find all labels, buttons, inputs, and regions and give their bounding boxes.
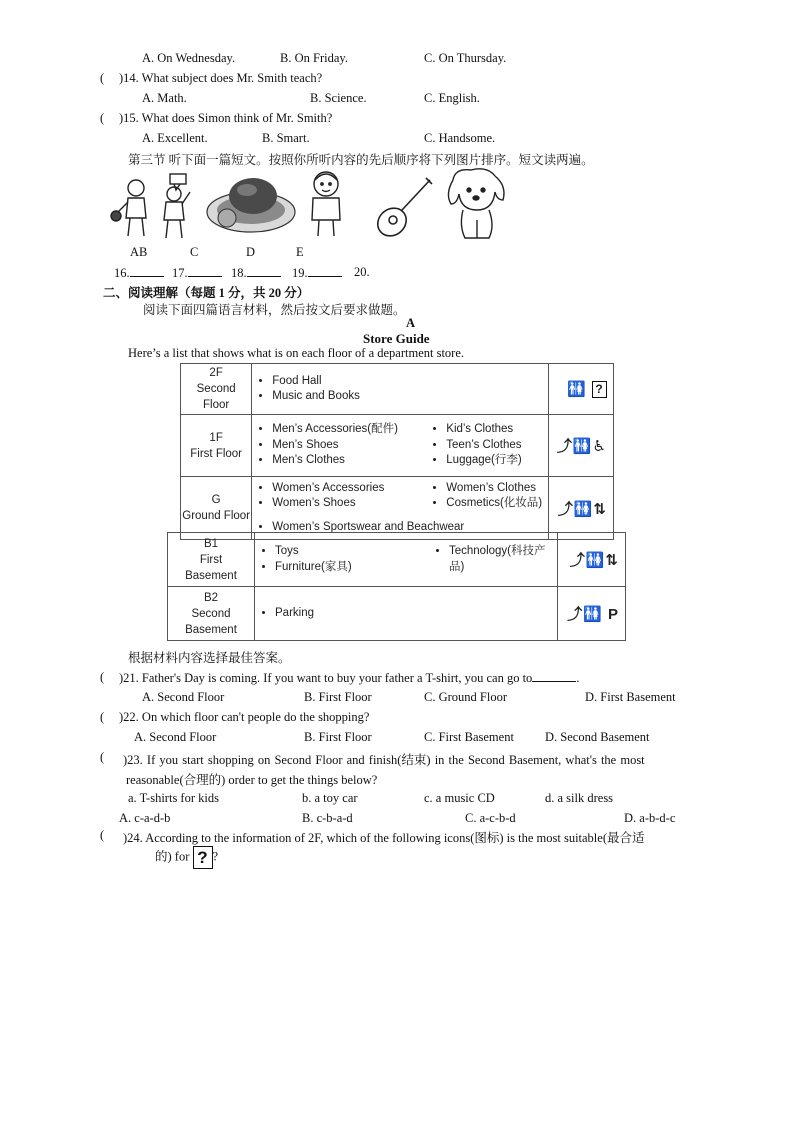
floor-item: • Luggage(行李) — [446, 453, 521, 469]
q14-stem: )14. What subject does Mr. Smith teach? — [119, 71, 323, 85]
floor-name: First Basement — [185, 553, 237, 582]
q23-option-a: A. c-a-d-b — [119, 811, 171, 825]
picture-label-e: E — [296, 245, 304, 259]
escalator-icon: ⤴ — [556, 438, 573, 455]
wheelchair-icon: ♿ — [592, 438, 607, 455]
answer-19[interactable]: 19. — [292, 265, 342, 281]
facility-icons — [558, 533, 626, 587]
passage-title: Store Guide — [363, 331, 430, 346]
q15-option-a: A. Excellent. — [142, 131, 208, 145]
floor-item: • Parking — [275, 606, 551, 622]
floor-code: 1F — [209, 431, 223, 444]
floor-row-g — [181, 477, 614, 540]
elevator-icon: ⇅ — [593, 500, 607, 518]
floor-item: • Kid’s Clothes — [446, 422, 521, 438]
floor-item: • Women’s Shoes — [272, 496, 432, 512]
store-guide-lower — [167, 532, 626, 641]
q23-answer-paren: ( — [100, 750, 105, 764]
q14-option-b: B. Science. — [310, 91, 367, 105]
floor-item: • Women’s Accessories — [272, 481, 432, 497]
floor-row-b2 — [168, 587, 626, 641]
q24-stem: )24. According to the information of 2F, which of the following icons(图标) is the most suitable(最合适 — [123, 831, 645, 845]
q15-answer-paren: ( — [100, 111, 105, 125]
question-mark-icon: ? — [193, 846, 213, 869]
floor-item: • Music and Books — [272, 389, 542, 405]
store-guide-upper — [180, 363, 614, 540]
q14-answer-paren: ( — [100, 71, 105, 85]
q13-option-c: C. On Thursday. — [424, 51, 507, 65]
floor-name: Second Floor — [196, 383, 236, 411]
q15-option-c: C. Handsome. — [424, 131, 496, 145]
choose-instruction: 根据材料内容选择最佳答案。 — [128, 651, 291, 665]
q23-item-b: b. a toy car — [302, 791, 358, 805]
q13-option-b: B. On Friday. — [280, 51, 348, 65]
q23-option-c: C. a-c-b-d — [465, 811, 516, 825]
floor-item: • Technology(科技产品) — [449, 544, 549, 575]
escalator-icon: ⤴ — [567, 606, 584, 623]
floor-item: • Toys — [275, 544, 435, 560]
floor-item: • Food Hall — [272, 374, 542, 390]
floor-item: • Men’s Accessories(配件) — [272, 422, 432, 438]
q23-item-d: d. a silk dress — [545, 791, 614, 805]
picture-label-d: D — [246, 245, 256, 259]
floor-item: • Women’s Clothes — [446, 481, 542, 497]
q21-option-b: B. First Floor — [304, 690, 372, 704]
escalator-icon: ⤴ — [557, 500, 574, 518]
floor-item: • Cosmetics(化妆品) — [446, 496, 542, 512]
passage-letter: A — [406, 316, 416, 330]
floor-code: 2F — [209, 367, 223, 379]
restroom-icon: 🚻 — [583, 606, 603, 623]
answer-20[interactable]: 20. — [354, 265, 370, 279]
floor-item: • Men’s Shoes — [272, 438, 432, 454]
restroom-icon: 🚻 — [573, 500, 594, 518]
floor-item: • Furniture(家具) — [275, 560, 435, 576]
picture-label-ab: AB — [130, 245, 148, 259]
answer-18[interactable]: 18. — [231, 265, 281, 281]
q15-option-b: B. Smart. — [262, 131, 310, 145]
answer-16[interactable]: 16. — [114, 265, 164, 281]
floor-item: • Women’s Sportswear and Beachwear — [272, 520, 542, 536]
elevator-icon: ⇅ — [605, 552, 619, 569]
q13-option-a: A. On Wednesday. — [142, 51, 236, 65]
restroom-icon: 🚻 — [572, 438, 593, 455]
basketball-kids-picture — [108, 172, 198, 240]
boy-picture — [303, 166, 349, 240]
floor-name: Ground Floor — [182, 510, 251, 522]
facility-icons — [549, 364, 614, 415]
floor-name: First Floor — [190, 447, 243, 460]
guitar-picture — [372, 176, 434, 240]
q21-answer-paren: ( — [100, 670, 105, 684]
floor-code: B1 — [203, 537, 219, 550]
parking-icon: P — [607, 606, 619, 623]
floor-row-1f — [181, 415, 614, 477]
part2-heading: 二、阅读理解（每题 1 分，共 20 分） — [103, 286, 310, 300]
floor-row-2f — [181, 364, 614, 415]
q22-option-b: B. First Floor — [304, 730, 372, 744]
escalator-icon: ⤴ — [569, 552, 586, 569]
q22-option-c: C. First Basement — [424, 730, 514, 744]
q23-option-d: D. a-b-d-c — [624, 811, 676, 825]
roast-chicken-picture — [205, 168, 297, 238]
question-mark-icon: ? — [592, 381, 607, 398]
q23-option-b: B. c-b-a-d — [302, 811, 353, 825]
floor-code: B2 — [203, 591, 219, 604]
q22-stem: )22. On which floor can't people do the shopping? — [119, 710, 370, 724]
answer-17[interactable]: 17. — [172, 265, 222, 281]
q15-stem: )15. What does Simon think of Mr. Smith? — [119, 111, 333, 125]
q23-stem: )23. If you start shopping on Second Floor and finish(结束) in the Second Basement, what's the most — [123, 753, 645, 767]
q22-option-a: A. Second Floor — [134, 730, 217, 744]
q21-stem: )21. Father's Day is coming. If you want to buy your father a T-shirt, you can go to . — [119, 671, 580, 685]
floor-item: • Men’s Clothes — [272, 453, 432, 469]
q14-option-a: A. Math. — [142, 91, 187, 105]
q24-stem-cont: 的) for ? ? — [155, 848, 219, 867]
q22-answer-paren: ( — [100, 710, 105, 724]
floor-name: Second Basement — [185, 607, 237, 636]
floor-item: • Teen’s Clothes — [446, 438, 521, 454]
q23-item-c: c. a music CD — [424, 791, 495, 805]
q23-stem-cont: reasonable(合理的) order to get the things below? — [126, 773, 378, 787]
floor-row-b1 — [168, 533, 626, 587]
section3-instruction: 第三节 听下面一篇短文。按照你所听内容的先后顺序将下列图片排序。短文读两遍。 — [128, 153, 594, 167]
facility-icons — [549, 477, 614, 540]
restroom-icon: 🚻 — [567, 380, 587, 398]
passage-intro: Here’s a list that shows what is on each floor of a department store. — [128, 346, 465, 360]
q21-option-c: C. Ground Floor — [424, 690, 507, 704]
facility-icons — [549, 415, 614, 477]
q23-item-a: a. T-shirts for kids — [128, 791, 219, 805]
facility-icons — [558, 587, 626, 641]
restroom-icon: 🚻 — [585, 552, 606, 569]
q21-option-d: D. First Basement — [585, 690, 676, 704]
q21-option-a: A. Second Floor — [142, 690, 225, 704]
floor-code: G — [211, 494, 221, 506]
q22-option-d: D. Second Basement — [545, 730, 650, 744]
q14-option-c: C. English. — [424, 91, 480, 105]
picture-label-c: C — [190, 245, 199, 259]
part2-instruction: 阅读下面四篇语言材料，然后按文后要求做题。 — [143, 303, 406, 317]
dog-picture — [443, 164, 511, 242]
q24-answer-paren: ( — [100, 828, 105, 842]
